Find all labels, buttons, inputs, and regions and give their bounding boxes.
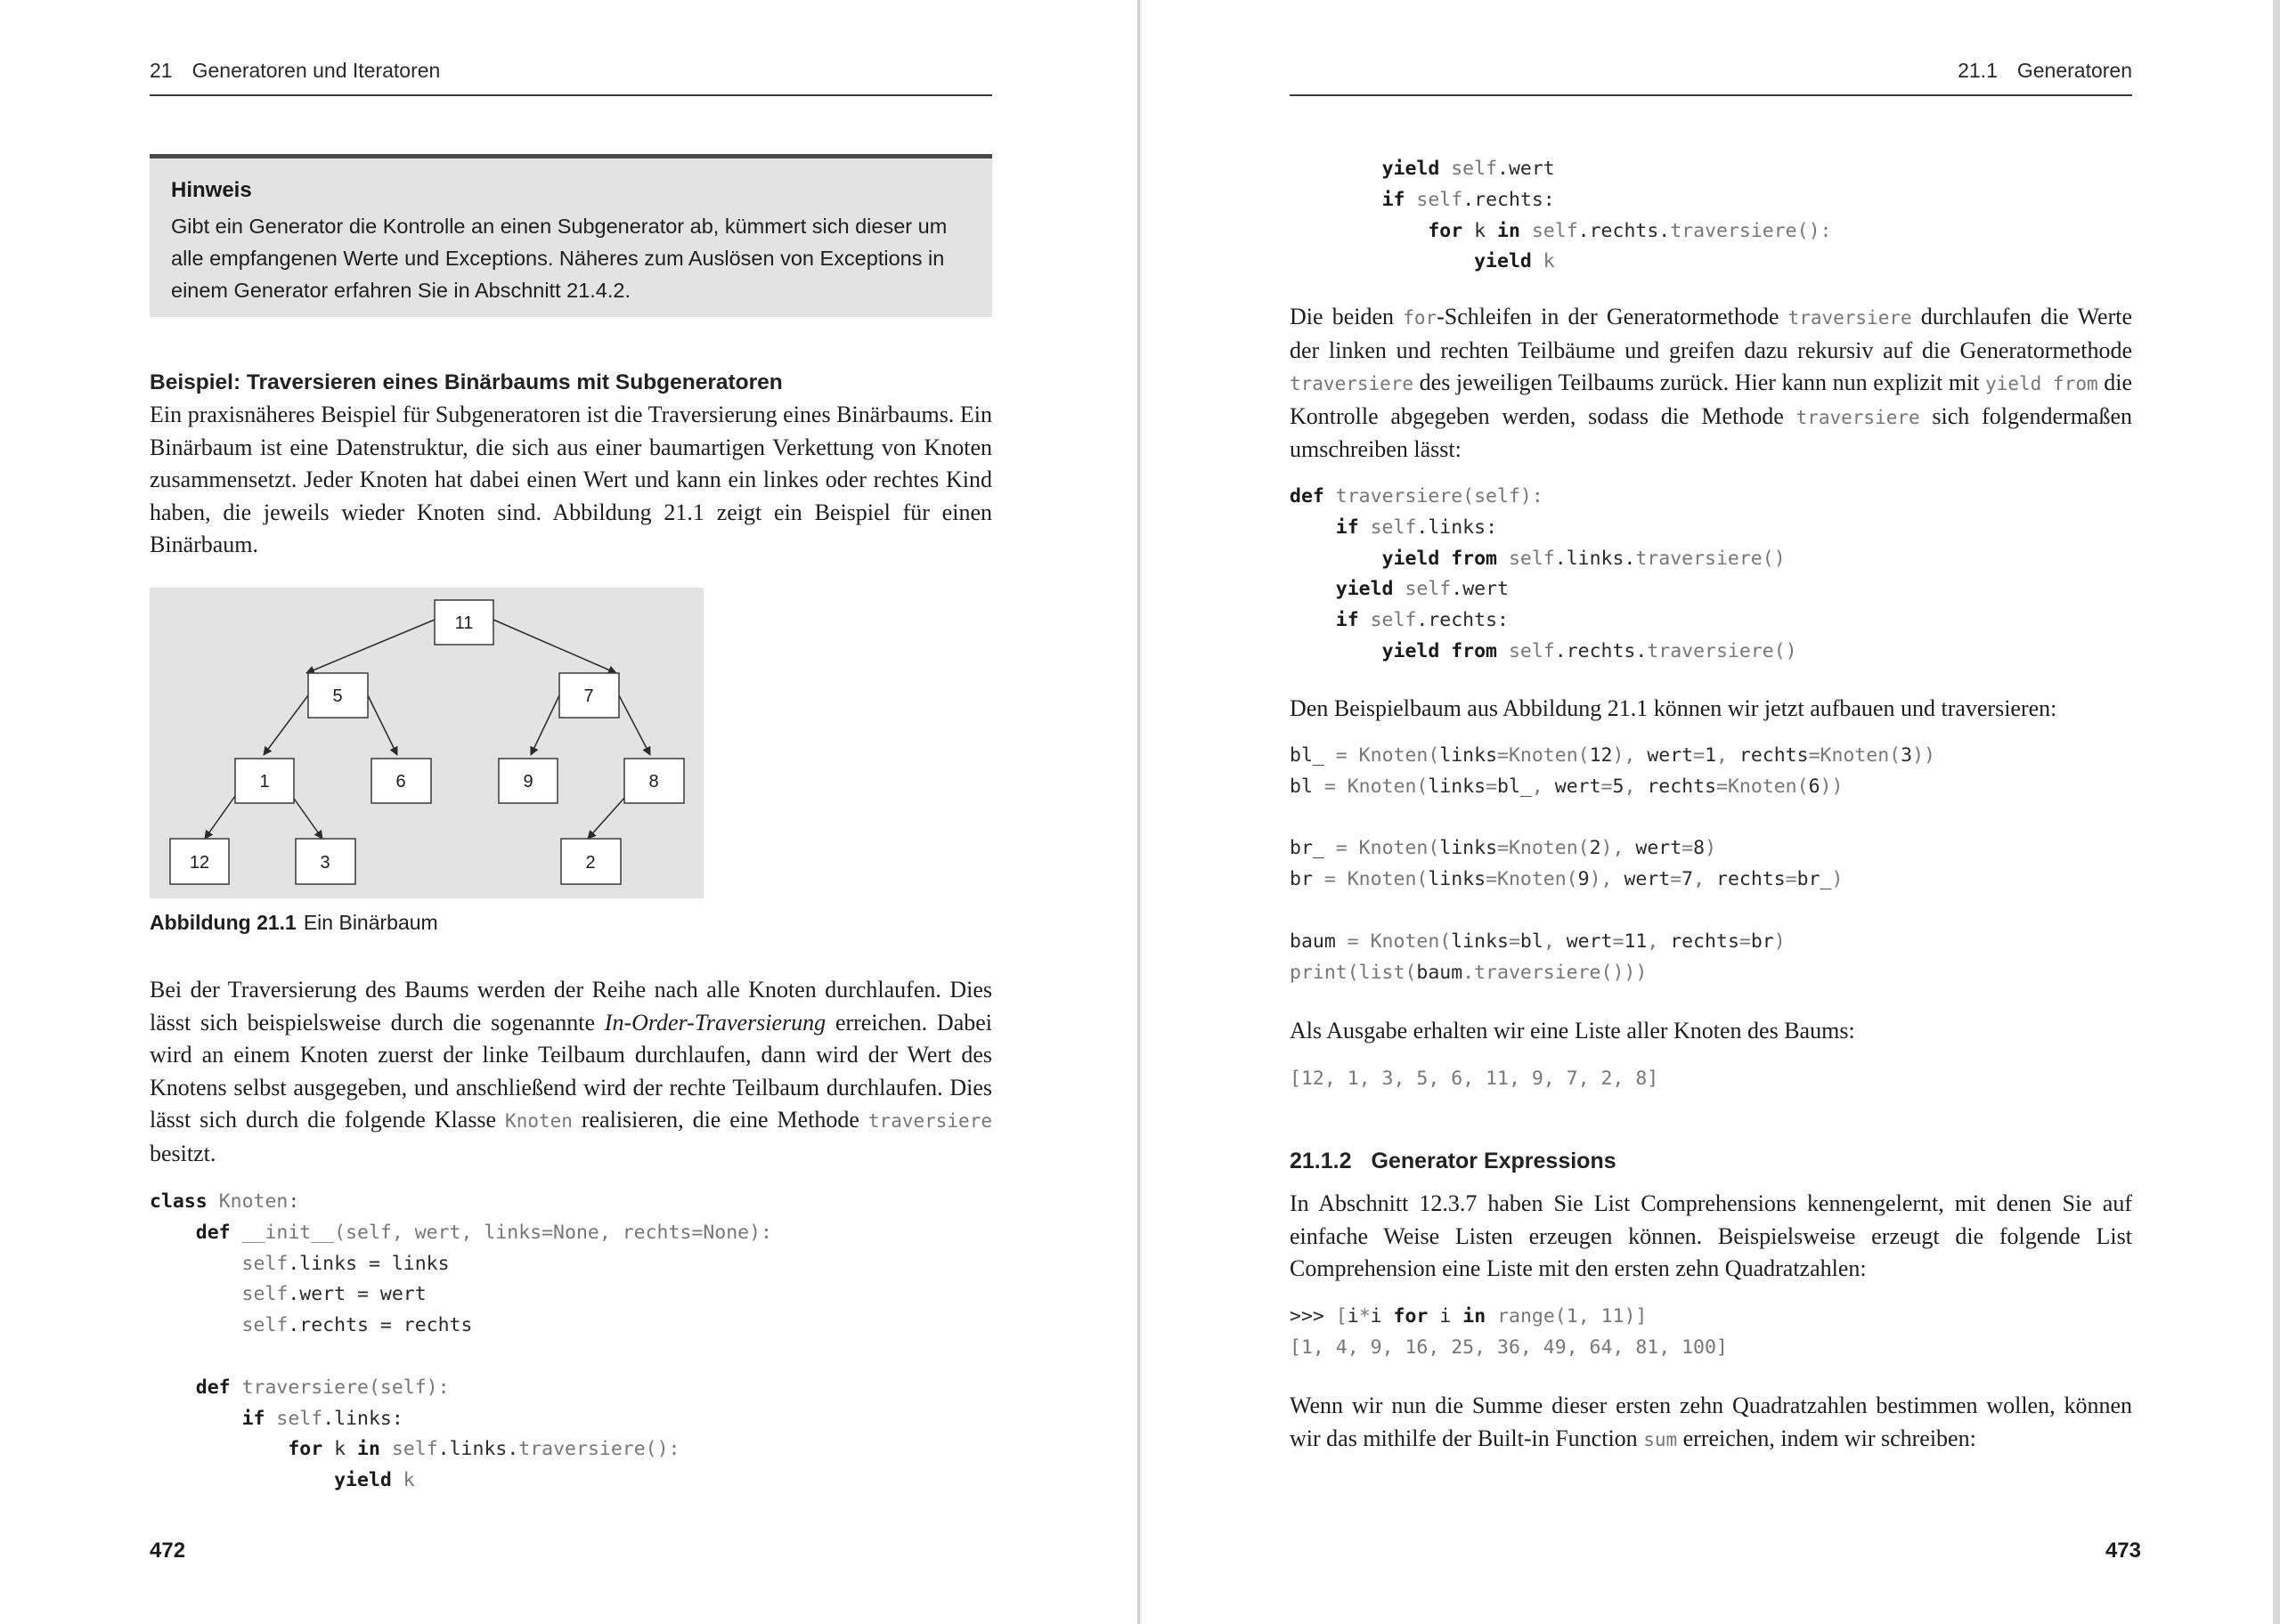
output-paragraph-block xyxy=(1290,1015,2132,1048)
svg-text:6: 6 xyxy=(395,772,406,792)
svg-text:8: 8 xyxy=(648,772,659,792)
edge-7-9 xyxy=(531,695,559,755)
section-heading-block xyxy=(1290,1145,2132,1177)
tree-node-7 xyxy=(559,673,619,718)
code-line: baum = Knoten(links=bl, wert=11, rechts=br) xyxy=(1290,930,1786,953)
example-section xyxy=(150,367,992,562)
svg-text:12: 12 xyxy=(189,853,210,873)
code-list-comprehension xyxy=(1290,1302,2132,1364)
example-heading: Beispiel: Traversieren eines Binärbaums mit Subgeneratoren xyxy=(150,370,783,394)
list-comprehension-paragraph-block xyxy=(1290,1188,2132,1286)
note-title: Hinweis xyxy=(171,178,252,202)
edge-1-12 xyxy=(205,796,235,839)
tree-node-3 xyxy=(296,839,355,884)
paragraph-traversal: Bei der Traversierung des Baums werden der Reihe nach alle Knoten durchlaufen. Dies lässt sich beispielsweise durch die sogenannte In-Order-Traversierung erreichen. Dabei wird an einem Knoten zuerst der linke Teilbaum durchlaufen, dann wird der Wert des Knotens selbst ausgegeben, und anschließend wird der rechte Teilbaum durchlaufen. Dies lässt sich durch die folgende Klasse Knoten realisieren, die eine Methode traversiere besitzt. xyxy=(150,977,992,1166)
code-yield-from xyxy=(1290,482,2132,668)
figure-caption xyxy=(150,911,438,935)
code-knoten-class xyxy=(150,1187,992,1497)
section-title: Generatoren xyxy=(2016,59,2132,82)
code-continuation xyxy=(1290,154,2132,278)
caption-text: Ein Binärbaum xyxy=(303,911,438,934)
svg-text:11: 11 xyxy=(454,613,474,633)
code-line: yield k xyxy=(334,1469,415,1492)
edge-8-2 xyxy=(588,796,626,839)
edge-7-8 xyxy=(619,695,650,755)
yield-from-paragraph-block xyxy=(1290,301,2132,467)
code-line: yield self.wert xyxy=(1381,158,1555,180)
code-line: yield from self.rechts.traversiere() xyxy=(1381,639,1797,662)
code-listing xyxy=(1290,741,2132,988)
code-line: >>> [i*i for i in range(1, 11)] xyxy=(1290,1305,1648,1328)
code-line: br = Knoten(links=Knoten(9), wert=7, rechts=br_) xyxy=(1290,868,1844,891)
chapter-title: Generatoren und Iteratoren xyxy=(191,59,441,82)
tree-node-1 xyxy=(235,759,294,803)
svg-text:7: 7 xyxy=(583,686,594,706)
page-number-left: 472 xyxy=(150,1539,186,1563)
page-number-right: 473 xyxy=(2105,1539,2141,1563)
code-listing xyxy=(150,1187,992,1497)
section-heading: 21.1.2 Generator Expressions xyxy=(1290,1149,1616,1173)
code-line: def traversiere(self): xyxy=(195,1376,450,1399)
edge-11-7 xyxy=(493,620,616,673)
code-line: bl = Knoten(links=bl_, wert=5, rechts=Knoten(6)) xyxy=(1290,775,1844,798)
page-edge xyxy=(2273,0,2280,1624)
tree-node-2 xyxy=(561,839,621,884)
code-line: if self.links: xyxy=(241,1407,403,1430)
code-line: for k in self.links.traversiere(): xyxy=(288,1438,680,1461)
code-line: yield self.wert xyxy=(1335,578,1509,601)
code-line: class Knoten: xyxy=(150,1190,300,1213)
paragraph-output: Als Ausgabe erhalten wir eine Liste aller Knoten des Baums: xyxy=(1290,1018,1855,1043)
running-header-left xyxy=(150,59,992,96)
code-build-tree xyxy=(1290,741,2132,988)
binary-tree-figure xyxy=(150,588,704,898)
paragraph-list-comprehension: In Abschnitt 12.3.7 haben Sie List Comprehensions kennengelernt, mit denen Sie auf einfache Weise Listen erzeugen können. Beispielsweise erzeugt die folgende List Comprehension eine Liste mit den ersten zehn Quadratzahlen: xyxy=(1290,1190,2132,1282)
note-box xyxy=(150,154,992,317)
code-listing xyxy=(1290,1302,2132,1364)
code-line: print(list(baum.traversiere())) xyxy=(1290,961,1648,984)
code-line: if self.rechts: xyxy=(1335,609,1509,632)
edge-5-6 xyxy=(368,695,397,755)
code-line: def __init__(self, wert, links=None, rechts=None): xyxy=(195,1221,772,1244)
code-line: def traversiere(self): xyxy=(1290,485,1543,508)
code-listing xyxy=(1290,482,2132,668)
edge-1-3 xyxy=(292,796,322,839)
chapter-number: 21 xyxy=(150,59,173,82)
tree-edges xyxy=(205,620,650,839)
tree-node-8 xyxy=(624,759,684,803)
code-line xyxy=(1290,803,2132,834)
binary-tree-diagram xyxy=(150,588,704,898)
paragraph-build-tree: Den Beispielbaum aus Abbildung 21.1 können wir jetzt aufbauen und traversieren: xyxy=(1290,695,2057,721)
tree-node-5 xyxy=(308,673,368,718)
code-line xyxy=(1290,896,2132,927)
code-line: if self.rechts: xyxy=(1381,188,1555,211)
output-listing: [12, 1, 3, 5, 6, 11, 9, 7, 2, 8] xyxy=(1290,1068,1659,1090)
tree-node-11 xyxy=(435,600,493,645)
tree-node-9 xyxy=(499,759,558,803)
code-output xyxy=(1290,1064,2132,1095)
code-line: for k in self.rechts.traversiere(): xyxy=(1428,219,1832,242)
left-page xyxy=(0,0,1138,1624)
code-line: self.links = links xyxy=(150,1252,450,1275)
sum-paragraph-block xyxy=(1290,1390,2132,1456)
section-number: 21.1 xyxy=(1958,59,1998,82)
paragraph-binary-tree: Ein praxisnäheres Beispiel für Subgeneratoren ist die Traversierung eines Binärbaums. Ein Binärbaum ist eine Datenstruktur, die sich aus einer baumartigen Verkettung von Knoten zusammensetzt. Jeder Knoten hat dabei einen Wert und kann ein linkes oder rechtes Kind haben, die jeweils wieder Knoten sind. Abbildung 21.1 zeigt ein Beispiel für einen Binärbaum. xyxy=(150,402,992,558)
paragraph-yield-from: Die beiden for-Schleifen in der Generatormethode traversiere durchlaufen die Werte der linken und rechten Teilbäume und greifen dazu rekursiv auf die Generatormethode traversiere des jeweiligen Teilbaums zurück. Hier kann nun explizit mit yield from die Kontrolle abgegeben werden, sodass die Methode traversiere sich folgendermaßen umschreiben lässt: xyxy=(1290,304,2133,463)
code-line: br_ = Knoten(links=Knoten(2), wert=8) xyxy=(1290,837,1717,860)
code-line: self.rechts = rechts xyxy=(150,1314,473,1337)
edge-5-1 xyxy=(264,695,308,755)
traversal-paragraph-block xyxy=(150,974,992,1171)
svg-text:1: 1 xyxy=(259,772,270,792)
code-line: self.wert = wert xyxy=(150,1283,427,1306)
code-line: yield k xyxy=(1474,250,1555,273)
svg-text:9: 9 xyxy=(523,772,533,792)
note-body: Gibt ein Generator die Kontrolle an einen Subgenerator ab, kümmert sich dieser um alle empfangenen Werte und Exceptions. Näheres zum Auslösen von Exceptions in einem Generator erfahren Sie in Abschnitt 21.4.2. xyxy=(171,215,948,302)
code-listing xyxy=(1290,154,2132,278)
edge-11-5 xyxy=(306,620,435,673)
right-page xyxy=(1142,0,2280,1624)
code-line: [1, 4, 9, 16, 25, 36, 49, 64, 81, 100] xyxy=(1290,1336,1728,1359)
svg-text:3: 3 xyxy=(320,853,330,873)
svg-text:5: 5 xyxy=(332,686,343,706)
tree-node-12 xyxy=(170,839,229,884)
code-line: bl_ = Knoten(links=Knoten(12), wert=1, rechts=Knoten(3)) xyxy=(1290,744,1935,767)
tree-node-6 xyxy=(371,759,431,803)
running-header-right xyxy=(1290,59,2132,96)
paragraph-sum: Wenn wir nun die Summe dieser ersten zehn Quadratzahlen bestimmen wollen, können wir das mithilfe der Built-in Function sum erreichen, indem wir schreiben: xyxy=(1290,1393,2132,1451)
code-line: yield from self.links.traversiere() xyxy=(1381,547,1786,570)
caption-label: Abbildung 21.1 xyxy=(150,911,297,934)
svg-text:2: 2 xyxy=(585,853,596,873)
build-paragraph-block xyxy=(1290,693,2132,726)
code-line: if self.links: xyxy=(1335,516,1498,539)
code-line xyxy=(150,1342,992,1373)
